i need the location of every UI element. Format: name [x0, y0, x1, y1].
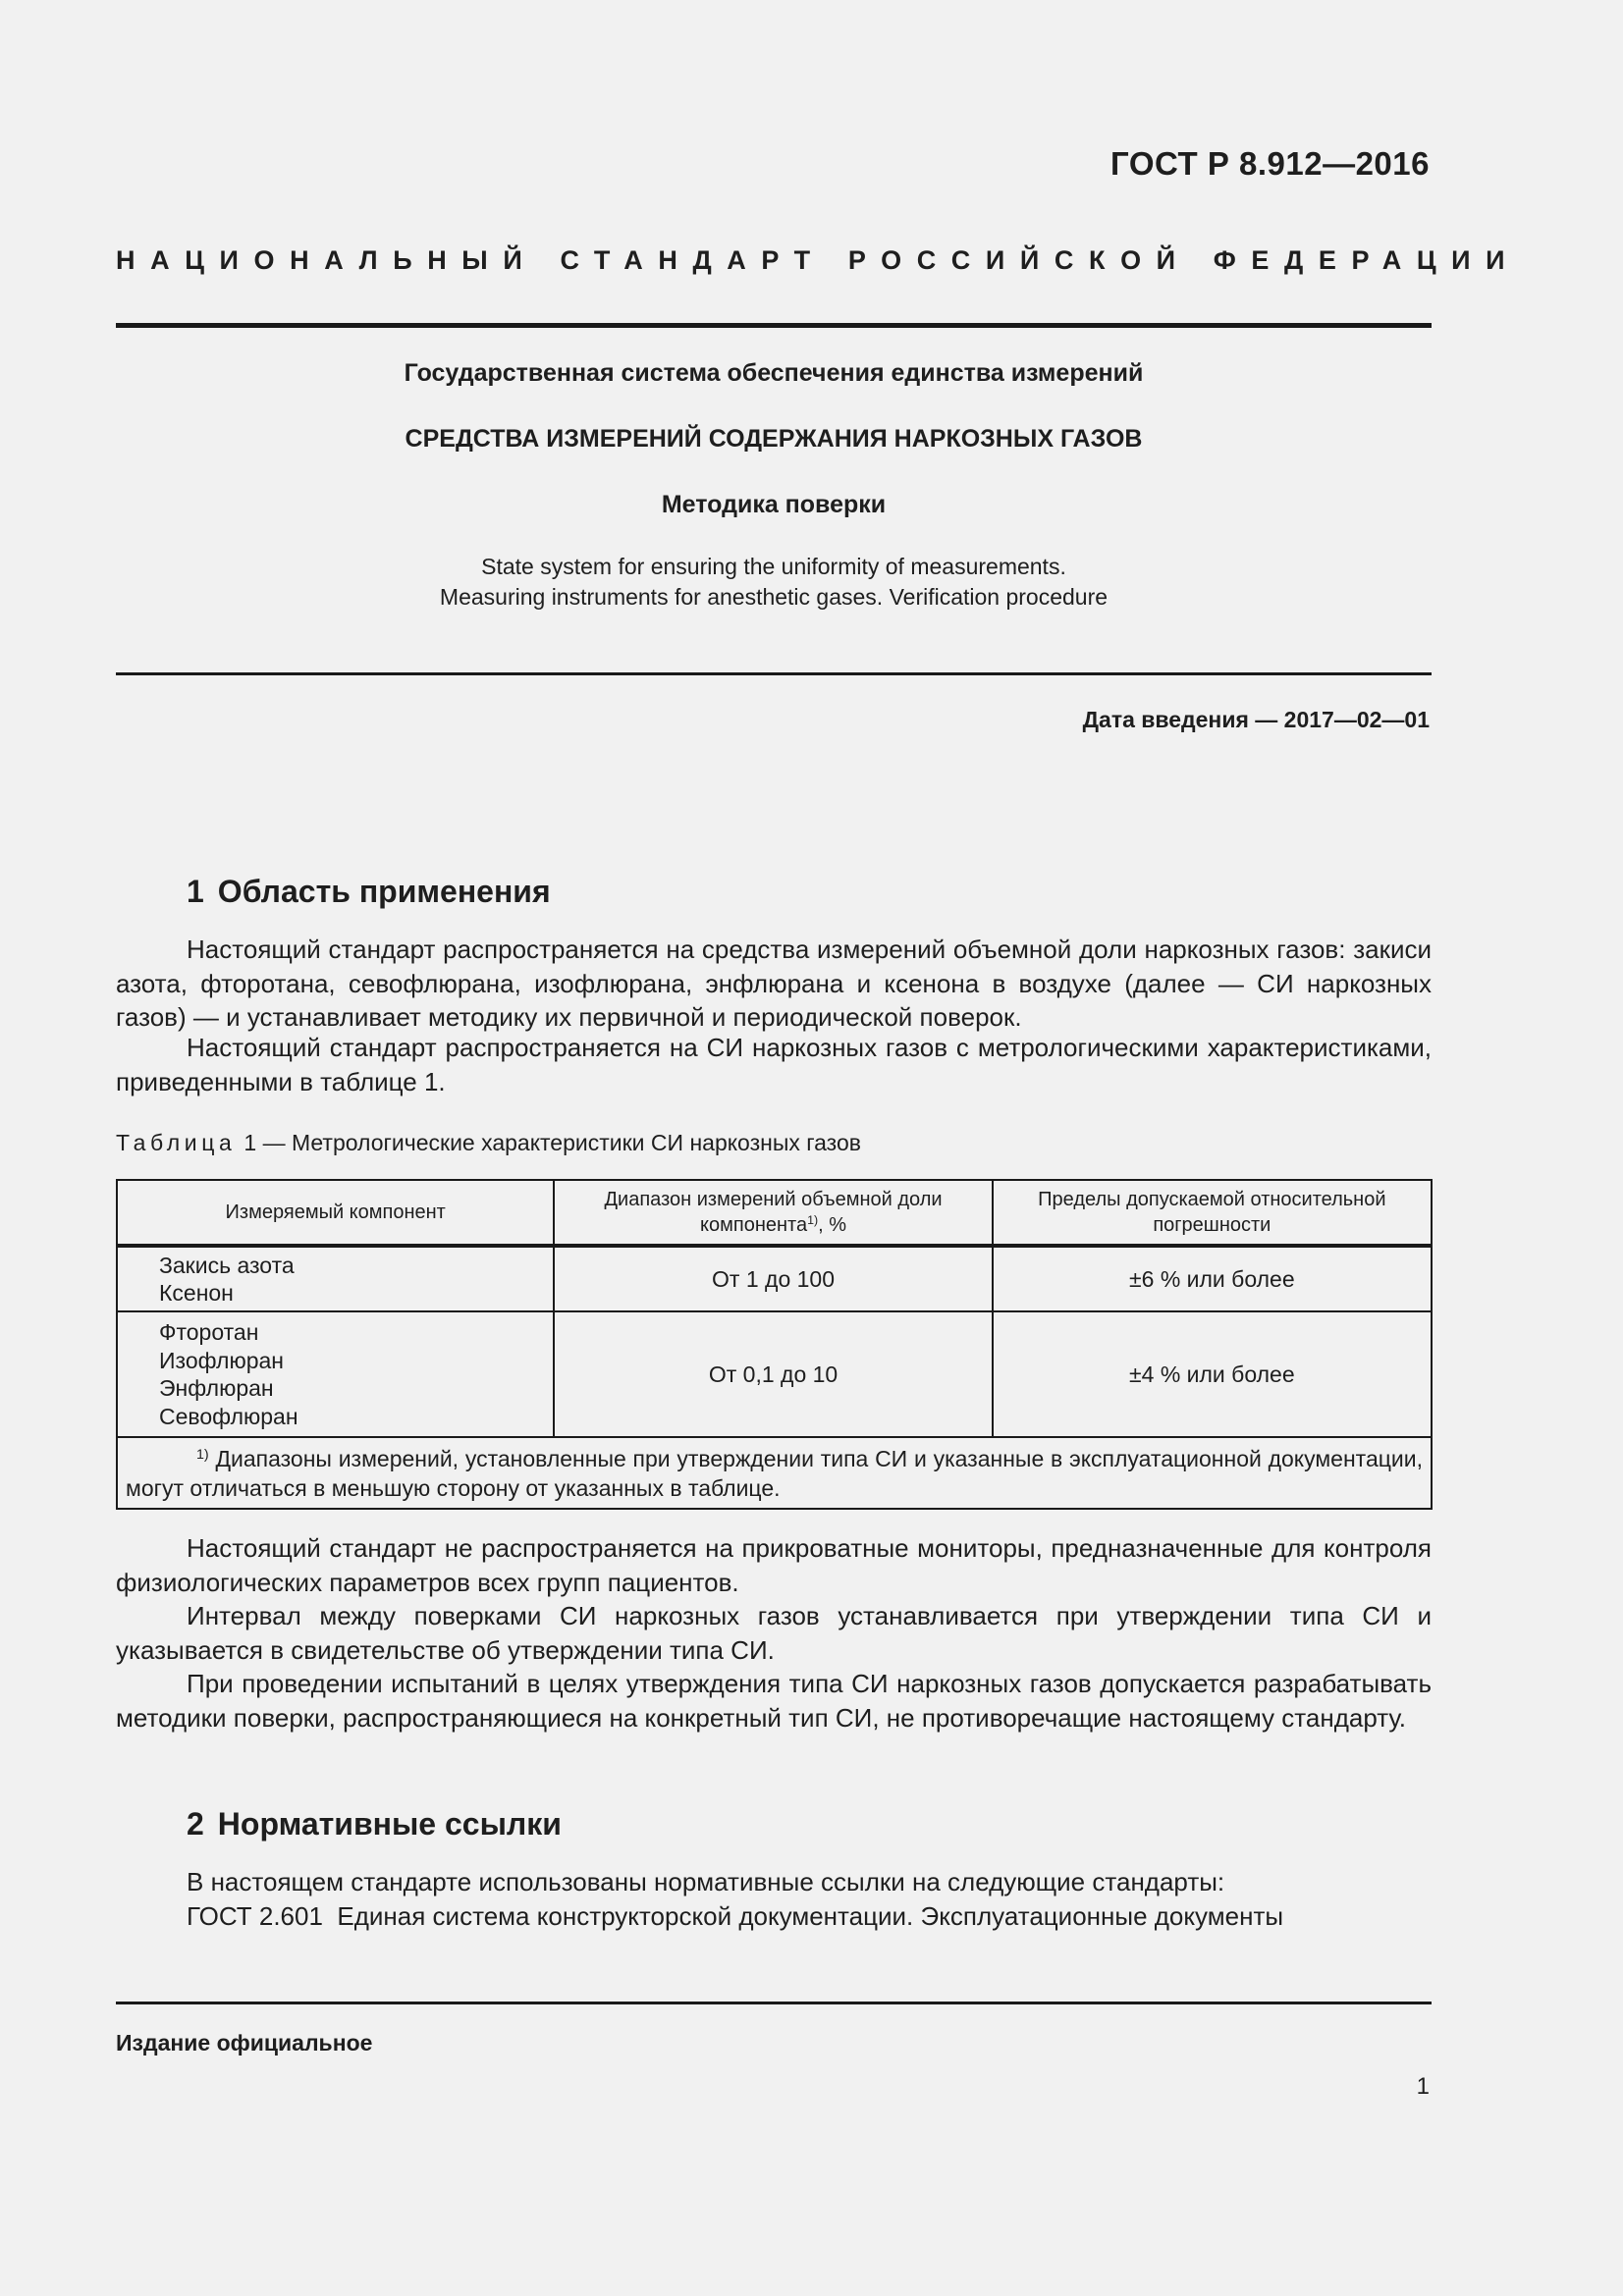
section-1-heading [187, 874, 551, 910]
reference-title: Единая система конструкторской документации. Эксплуатационные документы [337, 1901, 1284, 1931]
header-rule [116, 323, 1432, 328]
table-caption-label: Таблица [116, 1130, 237, 1155]
table-caption-number: 1 [243, 1130, 257, 1155]
table-footnote-row [117, 1437, 1432, 1509]
range-cell: От 1 до 100 [554, 1246, 992, 1311]
column-header-error: Пределы допускаемой относительной погрешности [993, 1180, 1432, 1246]
table-caption-text: — Метрологические характеристики СИ наркозных газов [262, 1130, 861, 1155]
table-header-row [117, 1180, 1432, 1246]
standard-designation: ГОСТ Р 8.912—2016 [1110, 145, 1430, 182]
section-1-paragraph-4: Интервал между поверками СИ наркозных газов устанавливается при утверждении типа СИ и указывается в свидетельстве об утверждении типа СИ. [116, 1601, 1432, 1665]
table-footnote [117, 1437, 1432, 1509]
section-1-paragraph-5: При проведении испытаний в целях утверждения типа СИ наркозных газов допускается разрабатывать методики поверки, распространяющиеся на конкретный тип СИ, не противоречащие настоящему стандарту. [116, 1669, 1432, 1733]
section-1-paragraph-2: Настоящий стандарт распространяется на СИ наркозных газов с метрологическими характеристиками, приведенными в таблице 1. [116, 1033, 1432, 1096]
component-cell: Закись азота Ксенон [117, 1246, 554, 1311]
error-cell: ±4 % или более [993, 1311, 1432, 1437]
footer-rule [116, 2002, 1432, 2004]
range-cell: От 0,1 до 10 [554, 1311, 992, 1437]
page-number: 1 [1416, 2073, 1430, 2100]
section-1-title: Область применения [217, 874, 551, 909]
normative-reference [116, 1899, 1432, 1934]
document-title: СРЕДСТВА ИЗМЕРЕНИЙ СОДЕРЖАНИЯ НАРКОЗНЫХ ГАЗОВ [405, 425, 1143, 453]
national-standard-banner: НАЦИОНАЛЬНЫЙ СТАНДАРТ РОССИЙСКОЙ ФЕДЕРАЦИИ [116, 245, 1521, 275]
column-header-range: Диапазон измерений объемной доли компонента$^{1)}$, % [554, 1180, 992, 1246]
section-2-number: 2 [187, 1806, 204, 1842]
reference-code: ГОСТ 2.601 [187, 1901, 323, 1931]
section-1-paragraph-1: Настоящий стандарт распространяется на средства измерений объемной доли наркозных газов: закиси азота, фторотана, севофлюрана, изофлюрана, энфлюрана и ксенона в воздухе (далее — СИ наркозных газов) — и устанавливает методику их первичной и периодической поверок. [116, 934, 1432, 1032]
section-1-number: 1 [187, 874, 204, 909]
system-title: Государственная система обеспечения единства измерений [404, 359, 1144, 387]
error-cell: ±6 % или более [993, 1246, 1432, 1311]
component-cell: Фторотан Изофлюран Энфлюран Севофлюран [117, 1311, 554, 1437]
section-1-paragraph-3: Настоящий стандарт не распространяется на прикроватные мониторы, предназначенные для контроля физиологических параметров всех групп пациентов. [116, 1533, 1432, 1597]
footnote-text: Диапазоны измерений, установленные при утверждении типа СИ и указанные в эксплуатационной документации, могут отличаться в меньшую сторону от указанных в таблице. [126, 1446, 1424, 1501]
title-rule [116, 672, 1432, 675]
introduction-date: Дата введения — 2017—02—01 [1082, 707, 1430, 732]
footnote-mark: 1) [196, 1447, 209, 1464]
table-row [117, 1246, 1432, 1311]
table-caption [116, 1130, 861, 1156]
metrology-table [116, 1179, 1433, 1510]
section-2-heading [187, 1806, 562, 1842]
section-2-paragraph-1: В настоящем стандарте использованы нормативные ссылки на следующие стандарты: [187, 1867, 1225, 1896]
edition-label: Издание официальное [116, 2030, 373, 2056]
english-title-line-1: State system for ensuring the uniformity of measurements. [481, 554, 1066, 579]
english-title-line-2: Measuring instruments for anesthetic gases. Verification procedure [439, 584, 1109, 610]
document-subtitle: Методика поверки [661, 491, 887, 518]
table-row [117, 1311, 1432, 1437]
section-2-title: Нормативные ссылки [217, 1806, 562, 1842]
column-header-component: Измеряемый компонент [117, 1180, 554, 1246]
